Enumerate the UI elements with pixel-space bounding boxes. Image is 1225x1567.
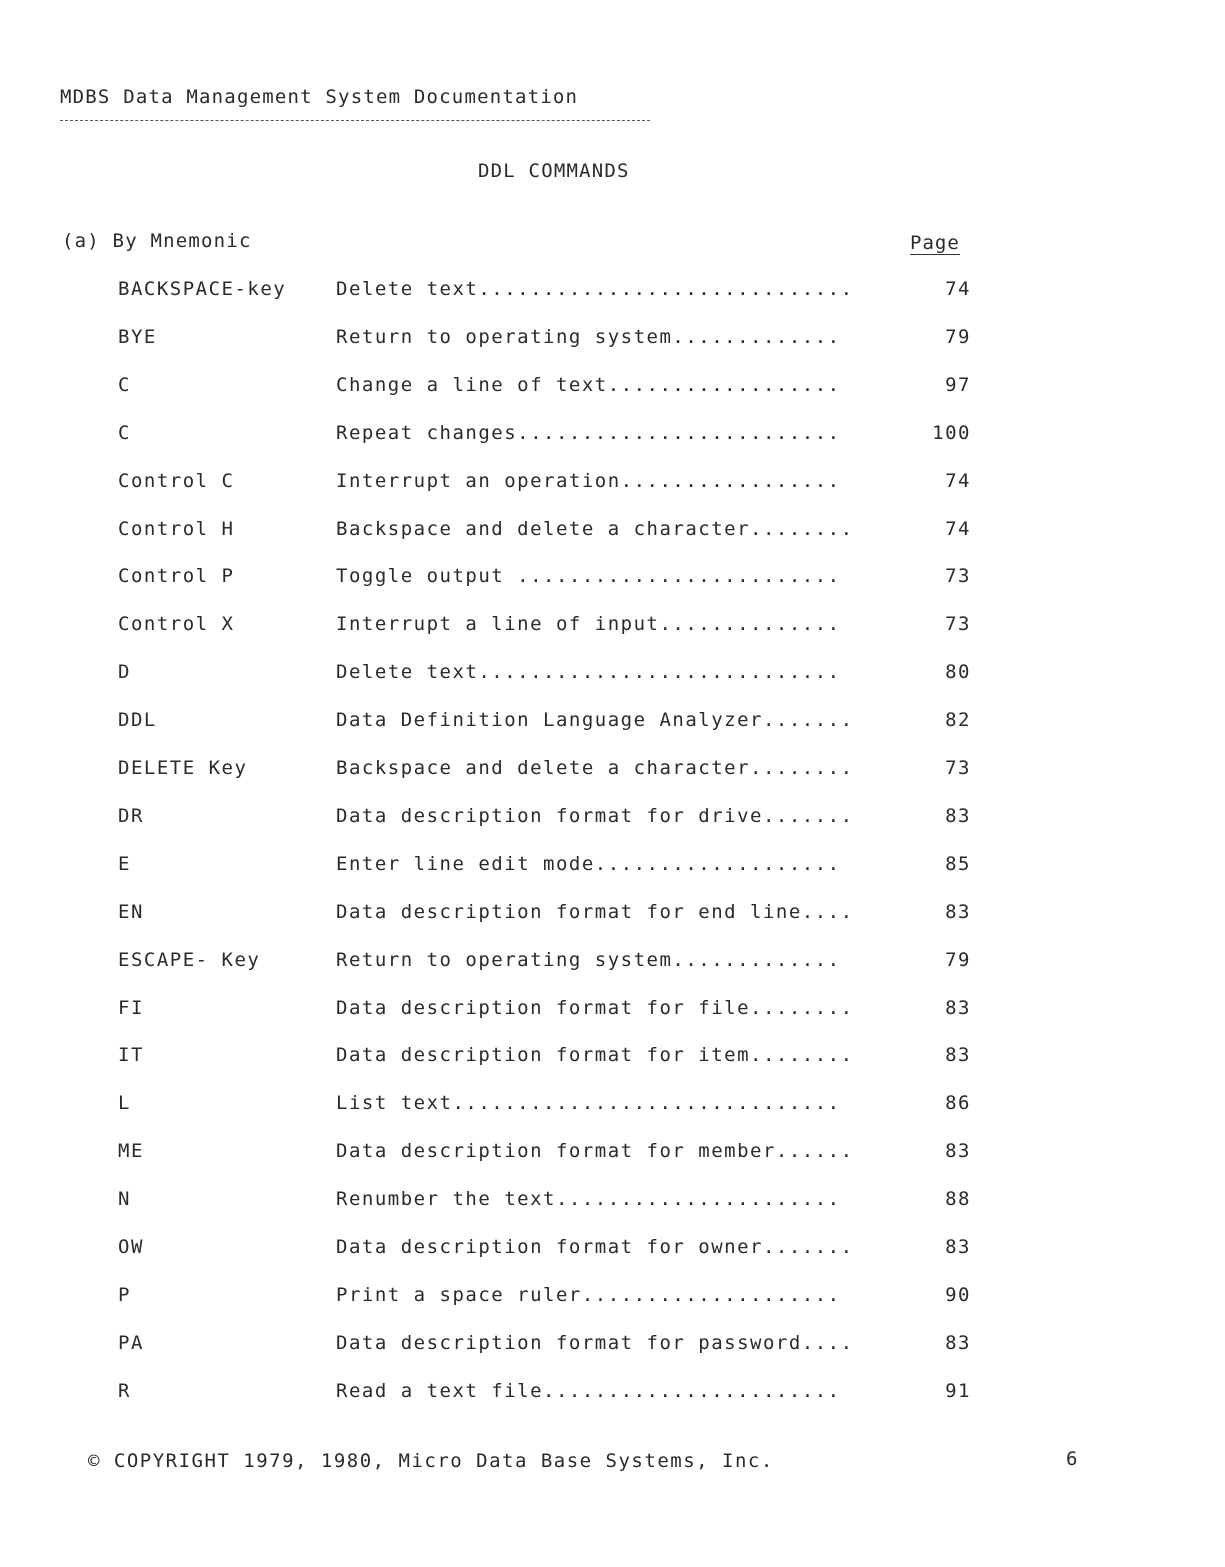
command-mnemonic: Control P [118,565,235,588]
command-page: 83 [945,804,971,827]
command-description: Enter line edit mode................... [336,852,841,875]
command-page: 100 [932,421,971,444]
command-description: Data description format for owner....... [336,1236,854,1258]
command-description: Data description format for item........ [336,1044,854,1067]
command-page: 83 [945,1140,971,1163]
command-page: 83 [945,1236,971,1258]
subsection-label: (a) By Mnemonic [62,230,252,252]
page-header: MDBS Data Management System Documentation [60,86,579,108]
command-description: Return to operating system............. [336,948,841,971]
command-mnemonic: FI [118,996,144,1019]
command-mnemonic: D [118,661,131,684]
command-mnemonic: IT [118,1044,144,1067]
command-description: Delete text............................ [336,661,841,684]
command-entry [0,422,1225,450]
command-entry [0,1284,1225,1312]
command-mnemonic: P [118,1283,131,1306]
command-mnemonic: L [118,1092,131,1115]
command-mnemonic: DR [118,804,144,827]
command-page: 97 [945,373,971,396]
command-description: Repeat changes......................... [336,421,841,444]
command-entry [0,374,1225,402]
command-entry [0,949,1225,977]
command-description: Data description format for end line.... [336,900,854,923]
command-entry [0,709,1225,737]
command-entry [0,1092,1225,1120]
command-page: 74 [945,469,971,492]
command-entry [0,613,1225,641]
command-mnemonic: C [118,373,131,396]
command-description: List text.............................. [336,1092,841,1115]
command-entry [0,805,1225,833]
command-mnemonic: Control X [118,613,235,636]
command-mnemonic: OW [118,1236,144,1258]
command-description: Print a space ruler.................... [336,1283,841,1306]
command-entry [0,326,1225,354]
command-mnemonic: E [118,852,131,875]
command-page: 73 [945,565,971,588]
command-page: 79 [945,948,971,971]
command-page: 82 [945,709,971,732]
command-entry [0,1236,1225,1264]
page-number: 6 [1066,1448,1078,1470]
command-entry [0,901,1225,929]
command-description: Data description format for file........ [336,996,854,1019]
command-description: Backspace and delete a character........ [336,517,854,540]
command-mnemonic: N [118,1188,131,1211]
command-entry [0,565,1225,593]
command-mnemonic: Control H [118,517,235,540]
command-mnemonic: ESCAPE- Key [118,948,261,971]
command-mnemonic: R [118,1379,131,1402]
command-entry [0,661,1225,689]
command-entry [0,1140,1225,1168]
command-description: Data description format for member...... [336,1140,854,1163]
command-entry [0,1044,1225,1072]
command-page: 83 [945,996,971,1019]
command-page: 83 [945,1044,971,1067]
command-entry [0,997,1225,1025]
command-page: 91 [945,1379,971,1402]
command-page: 73 [945,757,971,779]
command-entry [0,278,1225,306]
command-page: 74 [945,278,971,300]
command-mnemonic: ME [118,1140,144,1163]
command-page: 90 [945,1283,971,1306]
command-description: Interrupt a line of input.............. [336,613,841,636]
command-mnemonic: Control C [118,469,235,492]
command-description: Backspace and delete a character........ [336,757,854,779]
command-description: Data description format for password.... [336,1331,854,1354]
command-entry [0,518,1225,546]
command-description: Read a text file....................... [336,1379,841,1402]
command-mnemonic: C [118,421,131,444]
command-page: 74 [945,517,971,540]
command-mnemonic: BACKSPACE-key [118,278,287,300]
command-mnemonic: DDL [118,709,157,732]
command-mnemonic: EN [118,900,144,923]
command-entry [0,757,1225,785]
command-mnemonic: BYE [118,325,157,348]
command-page: 83 [945,1331,971,1354]
command-entry [0,1380,1225,1408]
section-title: DDL COMMANDS [478,160,630,182]
command-page: 85 [945,852,971,875]
command-description: Delete text............................. [336,278,854,300]
command-mnemonic: PA [118,1331,144,1354]
command-entry [0,1188,1225,1216]
command-page: 79 [945,325,971,348]
command-description: Interrupt an operation................. [336,469,841,492]
command-page: 80 [945,661,971,684]
command-page: 83 [945,900,971,923]
header-rule [60,120,650,121]
command-mnemonic: DELETE Key [118,757,248,779]
command-description: Data Definition Language Analyzer....... [336,709,854,732]
command-description: Toggle output ......................... [336,565,841,588]
command-page: 86 [945,1092,971,1115]
command-entry [0,853,1225,881]
command-page: 88 [945,1188,971,1211]
command-entry [0,1332,1225,1360]
command-entry [0,470,1225,498]
command-page: 73 [945,613,971,636]
command-description: Return to operating system............. [336,325,841,348]
command-description: Change a line of text.................. [336,373,841,396]
copyright-footer: © COPYRIGHT 1979, 1980, Micro Data Base Systems, Inc. [88,1450,774,1472]
command-description: Data description format for drive....... [336,804,854,827]
page-column-header: Page [910,232,960,254]
command-description: Renumber the text...................... [336,1188,841,1211]
